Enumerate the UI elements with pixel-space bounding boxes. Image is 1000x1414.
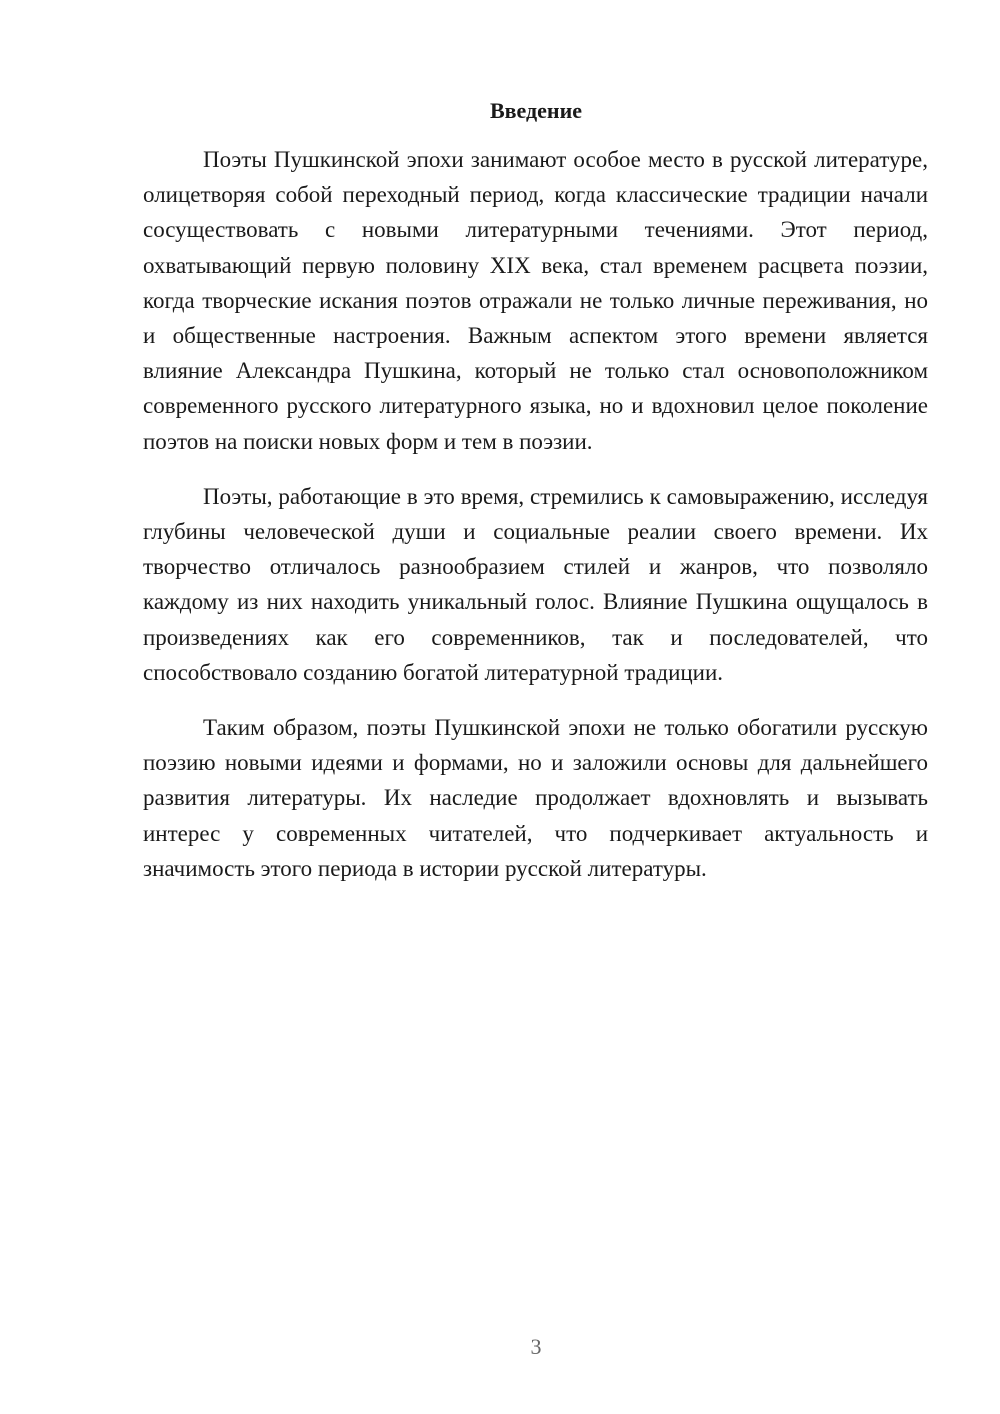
paragraph-2: Поэты, работающие в это время, стремились к самовыражению, исследуя глубины человеческой души и социальные реалии своего времени. Их творчество отличалось разнообразием стилей и жанров, что позволяло каждому из них находить уникальный голос. Влияние Пушкина ощущалось в произведениях как его современников, так и последователей, что способствовало созданию богатой литературной традиции. [143,483,928,685]
page-number: 3 [530,1334,542,1359]
paragraph-1: Поэты Пушкинской эпохи занимают особое место в русской литературе, олицетворяя собой переходный период, когда классические традиции начали сосуществовать с новыми литературными течениями. Этот период, охватывающий первую половину XIX века, стал временем расцвета поэзии, когда творческие искания поэтов отражали не только личные переживания, но и общественные настроения. Важным аспектом этого времени является влияние Александра Пушкина, который не только стал основоположником современного русского литературного языка, но и вдохновил целое поколение поэтов на поиски новых форм и тем в поэзии. [143,147,928,454]
body-text [143,142,928,906]
page-title: Введение [489,98,583,123]
paragraph-3: Таким образом, поэты Пушкинской эпохи не только обогатили русскую поэзию новыми идеями и формами, но и заложили основы для дальнейшего развития литературы. Их наследие продолжает вдохновлять и вызывать интерес у современных читателей, что подчеркивает актуальность и значимость этого периода в истории русской литературы. [143,715,928,881]
